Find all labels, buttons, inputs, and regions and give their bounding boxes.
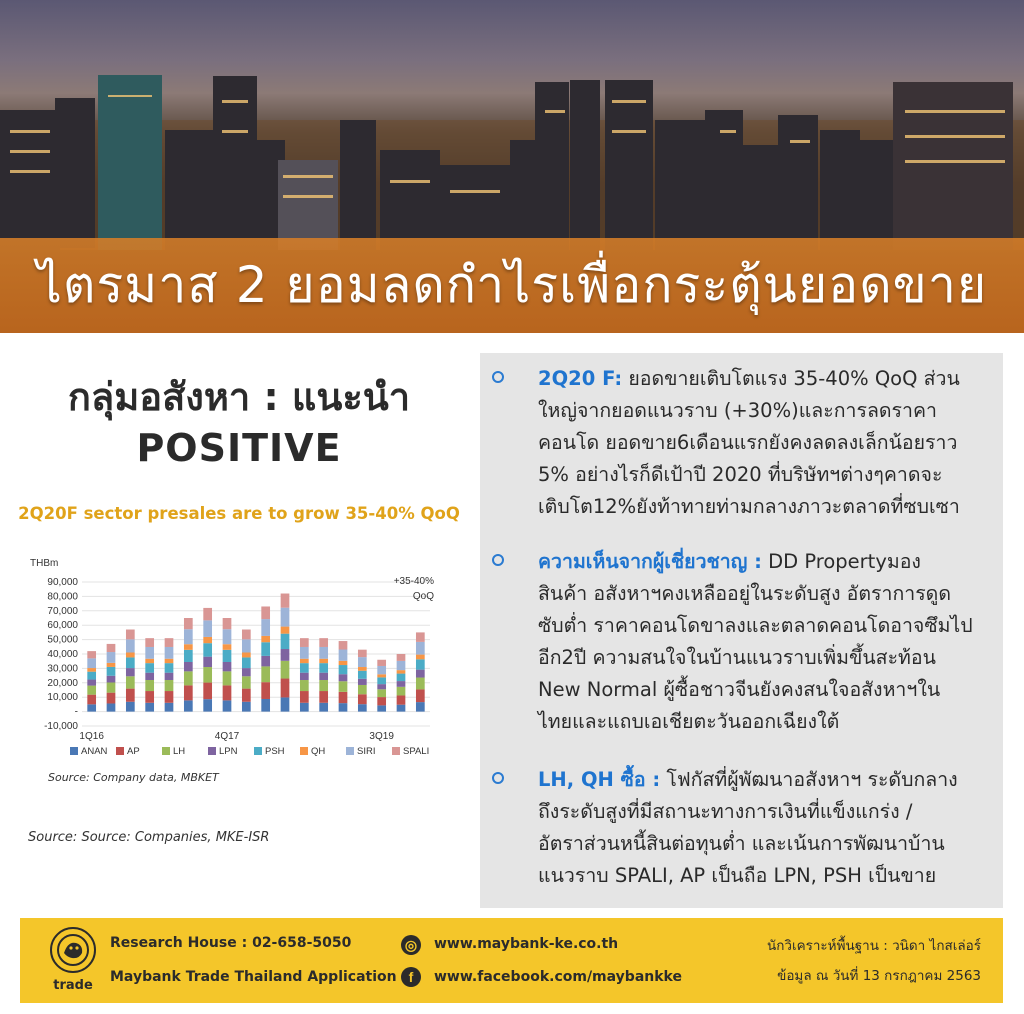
bar-segment-spali: [281, 594, 290, 608]
bullet-line: LH, QH ซื้อ : โฟกัสที่ผู้พัฒนาอสังหาฯ ระดับกลาง: [538, 768, 958, 791]
website-link[interactable]: www.maybank-ke.co.th: [434, 936, 619, 952]
bar-segment-ap: [358, 694, 367, 704]
legend-swatch-spali: [392, 747, 400, 755]
y-tick-label: 70,000: [47, 605, 78, 617]
bar-segment-lpn: [281, 649, 290, 661]
bar-segment-anan: [223, 700, 232, 711]
maybank-tiger-logo-icon: [50, 927, 96, 973]
bar-segment-qh: [319, 659, 328, 663]
bar-segment-lpn: [377, 684, 386, 689]
bar-segment-qh: [165, 659, 174, 663]
facebook-link[interactable]: www.facebook.com/maybankke: [434, 969, 682, 985]
chart-headline: 2Q20F sector presales are to grow 35-40% QoQ: [18, 504, 460, 523]
data-date: ข้อมูล ณ วันที่ 13 กรกฎาคม 2563: [777, 968, 981, 984]
bar-segment-siri: [377, 666, 386, 674]
y-unit-label: THBm: [30, 558, 59, 569]
bar-segment-spali: [416, 632, 425, 642]
bar-segment-lpn: [203, 657, 212, 667]
bar-segment-psh: [261, 642, 270, 656]
y-tick-label: 80,000: [47, 591, 78, 603]
y-tick-label: 30,000: [47, 663, 78, 675]
bar-segment-ap: [223, 685, 232, 700]
bar-segment-anan: [203, 699, 212, 711]
bullet-line: ซับต่ำ ราคาคอนโดขาลงและตลาดคอนโดอาจซึมไป: [538, 614, 973, 637]
bar-segment-spali: [126, 630, 135, 640]
bar-segment-qh: [223, 644, 232, 650]
bullet-line: แนวราบ SPALI, AP เป็นถือ LPN, PSH เป็นขาย: [538, 864, 937, 887]
bar-segment-qh: [145, 659, 154, 663]
hero-title: ไตรมาส 2 ยอมลดกำไรเพื่อกระตุ้นยอดขาย: [36, 256, 988, 314]
bar-segment-lpn: [145, 673, 154, 680]
y-tick-label: -10,000: [44, 721, 78, 732]
bar-segment-lh: [145, 680, 154, 691]
chart-annotation: +35-40%: [393, 576, 434, 587]
bar-segment-siri: [145, 647, 154, 659]
bar-segment-lh: [377, 689, 386, 697]
bar-segment-qh: [377, 674, 386, 677]
analyst-name: นักวิเคราะห์พื้นฐาน : วนิดา ไกสเล่อร์: [766, 938, 981, 954]
bar-segment-siri: [126, 639, 135, 652]
y-tick-label: -: [74, 706, 78, 718]
bar-segment-anan: [319, 703, 328, 712]
bar-segment-lh: [416, 678, 425, 690]
bar-segment-ap: [87, 695, 96, 705]
bar-segment-spali: [165, 638, 174, 647]
bar-segment-lh: [261, 666, 270, 682]
bar-segment-psh: [107, 667, 116, 676]
bar-segment-ap: [416, 689, 425, 702]
bar-segment-anan: [281, 697, 290, 711]
bar-segment-ap: [203, 683, 212, 700]
bar-segment-siri: [184, 629, 193, 644]
bullet-expert-view: [492, 546, 992, 746]
bar-segment-lh: [184, 671, 193, 685]
bar-segment-qh: [242, 653, 251, 658]
bar-segment-ap: [377, 697, 386, 705]
bar-segment-lpn: [261, 656, 270, 667]
bar-segment-lh: [300, 680, 309, 691]
legend-label: SIRI: [357, 746, 376, 757]
bar-segment-psh: [165, 663, 174, 673]
bar-segment-lh: [339, 681, 348, 692]
bar-segment-siri: [358, 657, 367, 667]
bar-segment-ap: [261, 682, 270, 699]
bar-segment-psh: [397, 674, 406, 681]
footer-bar: [20, 918, 1003, 1003]
bar-segment-siri: [300, 647, 309, 659]
bar-segment-anan: [184, 700, 193, 711]
bar-segment-lpn: [358, 679, 367, 685]
bar-segment-siri: [203, 620, 212, 637]
sector-rating: POSITIVE: [136, 426, 342, 470]
bar-segment-psh: [358, 671, 367, 679]
bar-segment-siri: [223, 629, 232, 644]
bar-segment-ap: [107, 693, 116, 704]
bar-segment-psh: [126, 657, 135, 668]
bar-segment-anan: [145, 703, 154, 712]
bar-segment-qh: [416, 655, 425, 660]
y-tick-label: 10,000: [47, 692, 78, 704]
legend-label: SPALI: [403, 746, 430, 757]
bullet-line: คอนโด ยอดขาย6เดือนแรกยังคงลดลงเล็กน้อยราว: [538, 431, 958, 454]
bar-segment-anan: [261, 699, 270, 712]
x-tick-label: 1Q16: [79, 731, 104, 742]
bar-segment-lh: [165, 680, 174, 691]
bullet-key: ความเห็นจากผู้เชี่ยวชาญ :: [538, 550, 762, 573]
bar-segment-qh: [126, 653, 135, 658]
commentary-panel: [480, 353, 1003, 908]
presales-chart: [30, 558, 460, 786]
bar-segment-lh: [126, 676, 135, 688]
bar-segment-spali: [203, 608, 212, 620]
bar-segment-spali: [261, 606, 270, 619]
legend-swatch-lpn: [208, 747, 216, 755]
bar-segment-anan: [339, 703, 348, 711]
bar-segment-qh: [184, 644, 193, 650]
legend-label: PSH: [265, 746, 285, 757]
bullet-key: LH, QH ซื้อ :: [538, 768, 661, 791]
bar-segment-qh: [281, 627, 290, 634]
bar-segment-lpn: [165, 673, 174, 680]
bar-segment-anan: [165, 703, 174, 712]
bar-segment-ap: [165, 691, 174, 703]
logo-trade-label: trade: [53, 978, 93, 993]
bar-segment-lh: [319, 680, 328, 691]
bar-segment-ap: [184, 685, 193, 700]
bar-segment-lpn: [319, 673, 328, 680]
legend-swatch-psh: [254, 747, 262, 755]
bar-segment-anan: [416, 702, 425, 712]
bar-segment-siri: [107, 652, 116, 663]
sector-summary: [14, 350, 464, 910]
chart-source-note: Source: Company data, MBKET: [48, 771, 219, 784]
bar-segment-spali: [319, 638, 328, 647]
bar-segment-psh: [377, 677, 386, 684]
bar-segment-ap: [126, 689, 135, 702]
bar-segment-anan: [300, 703, 309, 712]
bullet-line: เติบโต12%ยังท้าทายท่ามกลางภาวะตลาดที่ซบเซา: [538, 495, 960, 518]
y-tick-label: 90,000: [47, 577, 78, 588]
facebook-icon: f: [401, 967, 421, 987]
bar-segment-spali: [377, 660, 386, 666]
legend-swatch-anan: [70, 747, 78, 755]
bar-segment-psh: [184, 650, 193, 662]
bullet-2q20f: [492, 363, 992, 533]
bullet-line: New Normal ผู้ซื้อชาวจีนยังคงสนใจอสังหาฯใน: [538, 678, 941, 701]
bar-segment-spali: [242, 630, 251, 640]
bar-segment-lh: [281, 661, 290, 679]
bar-segment-lpn: [223, 662, 232, 671]
bar-segment-lpn: [87, 680, 96, 686]
bar-segment-ap: [339, 692, 348, 703]
legend-label: LPN: [219, 746, 238, 757]
bar-segment-lpn: [107, 676, 116, 683]
bar-segment-qh: [339, 661, 348, 665]
bar-segment-lh: [397, 687, 406, 696]
legend-label: QH: [311, 746, 326, 757]
bullet-line: ไทยและแถบเอเชียตะวันออกเฉียงใต้: [538, 710, 840, 733]
bar-segment-anan: [397, 705, 406, 712]
bar-segment-psh: [242, 657, 251, 668]
bar-segment-siri: [165, 647, 174, 659]
legend-swatch-lh: [162, 747, 170, 755]
bar-segment-lh: [87, 686, 96, 695]
bar-segment-ap: [319, 691, 328, 703]
bar-segment-spali: [107, 644, 116, 652]
x-tick-label: 3Q19: [369, 731, 394, 742]
bar-segment-ap: [300, 691, 309, 703]
bar-segment-spali: [339, 641, 348, 649]
y-tick-label: 40,000: [47, 649, 78, 660]
bar-segment-spali: [300, 638, 309, 647]
bar-segment-lh: [358, 685, 367, 694]
bar-segment-psh: [281, 634, 290, 649]
research-house-phone: Research House : 02-658-5050: [110, 935, 352, 951]
bullet-ring-icon: [492, 371, 504, 383]
y-tick-label: 60,000: [47, 620, 78, 632]
legend-swatch-ap: [116, 747, 124, 755]
bar-segment-psh: [87, 672, 96, 680]
bar-segment-spali: [223, 618, 232, 629]
bar-segment-siri: [281, 608, 290, 627]
bar-segment-lh: [223, 671, 232, 685]
bar-segment-psh: [300, 663, 309, 673]
legend-label: ANAN: [81, 746, 108, 757]
bar-segment-siri: [339, 650, 348, 661]
source-line: Source: Source: Companies, MKE-ISR: [28, 830, 270, 845]
y-tick-label: 50,000: [47, 634, 78, 646]
bar-segment-siri: [87, 658, 96, 668]
bar-segment-psh: [319, 663, 328, 673]
bar-segment-lpn: [339, 674, 348, 681]
bar-segment-ap: [145, 691, 154, 703]
bar-segment-siri: [319, 647, 328, 659]
hero-banner: [0, 0, 1024, 333]
bullet-stock-picks: [492, 764, 992, 904]
bar-segment-psh: [339, 665, 348, 674]
bar-segment-anan: [358, 704, 367, 711]
legend-label: LH: [173, 746, 186, 757]
bar-segment-qh: [261, 636, 270, 642]
bar-segment-psh: [416, 659, 425, 669]
bar-segment-psh: [203, 643, 212, 656]
y-tick-label: 20,000: [47, 677, 78, 689]
bullet-key: 2Q20 F:: [538, 367, 623, 390]
bar-segment-qh: [203, 637, 212, 643]
bar-segment-ap: [281, 679, 290, 698]
bullet-line: ถึงระดับสูงที่มีสถานะทางการเงินที่แข็งแกร่ง /: [538, 800, 913, 823]
bar-segment-siri: [261, 619, 270, 636]
bullet-line: ความเห็นจากผู้เชี่ยวชาญ : DD Propertyมอง: [538, 550, 921, 573]
bar-segment-anan: [242, 702, 251, 712]
bullet-ring-icon: [492, 554, 504, 566]
bar-segment-spali: [397, 654, 406, 661]
bar-segment-siri: [397, 661, 406, 670]
bar-segment-lpn: [397, 681, 406, 687]
bar-segment-qh: [300, 659, 309, 663]
bar-segment-lpn: [126, 668, 135, 676]
bullet-line: 5% อย่างไรก็ดีเป้าปี 2020 ที่บริษัทฯต่างๆคาดจะ: [538, 463, 943, 486]
sector-title: กลุ่มอสังหา : แนะนำ: [67, 375, 411, 419]
bar-segment-spali: [145, 638, 154, 647]
bar-segment-anan: [87, 704, 96, 711]
bullet-line: อัตราส่วนหนี้สินต่อทุนต่ำ และเน้นการพัฒนาบ้าน: [538, 832, 945, 855]
bar-segment-qh: [87, 668, 96, 672]
bar-segment-siri: [416, 642, 425, 655]
bar-segment-lpn: [300, 673, 309, 680]
legend-label: AP: [127, 746, 140, 757]
bar-segment-lh: [203, 667, 212, 683]
bar-segment-lpn: [242, 668, 251, 676]
bar-segment-spali: [358, 650, 367, 657]
app-name: Maybank Trade Thailand Application: [110, 969, 397, 985]
bullet-line: อีก2ปี ความสนใจในบ้านแนวราบเพิ่มขึ้นสะท้อน: [538, 646, 936, 669]
globe-icon: ◎: [401, 935, 421, 955]
bar-segment-ap: [397, 695, 406, 704]
bar-segment-qh: [397, 670, 406, 673]
bar-segment-qh: [107, 663, 116, 667]
bullet-line: 2Q20 F: ยอดขายเติบโตแรง 35-40% QoQ ส่วน: [538, 367, 960, 390]
bar-segment-siri: [242, 639, 251, 652]
bar-segment-spali: [87, 651, 96, 658]
bullet-ring-icon: [492, 772, 504, 784]
bar-segment-anan: [377, 705, 386, 711]
bar-segment-psh: [145, 663, 154, 673]
bar-segment-qh: [358, 667, 367, 671]
bar-segment-ap: [242, 689, 251, 702]
legend-swatch-qh: [300, 747, 308, 755]
bullet-line: สินค้า อสังหาฯคงเหลืออยู่ในระดับสูง อัตราการดูด: [538, 582, 952, 605]
bar-segment-lh: [242, 676, 251, 688]
bar-segment-lh: [107, 682, 116, 692]
bar-segment-anan: [126, 702, 135, 712]
bar-segment-lpn: [416, 670, 425, 678]
legend-swatch-siri: [346, 747, 354, 755]
x-tick-label: 4Q17: [214, 731, 240, 742]
bar-segment-lpn: [184, 662, 193, 671]
bar-segment-psh: [223, 650, 232, 662]
bullet-line: ใหญ่จากยอดแนวราบ (+30%)และการลดราคา: [538, 399, 937, 422]
bar-segment-spali: [184, 618, 193, 629]
chart-annotation: QoQ: [412, 591, 434, 602]
bar-segment-anan: [107, 703, 116, 711]
